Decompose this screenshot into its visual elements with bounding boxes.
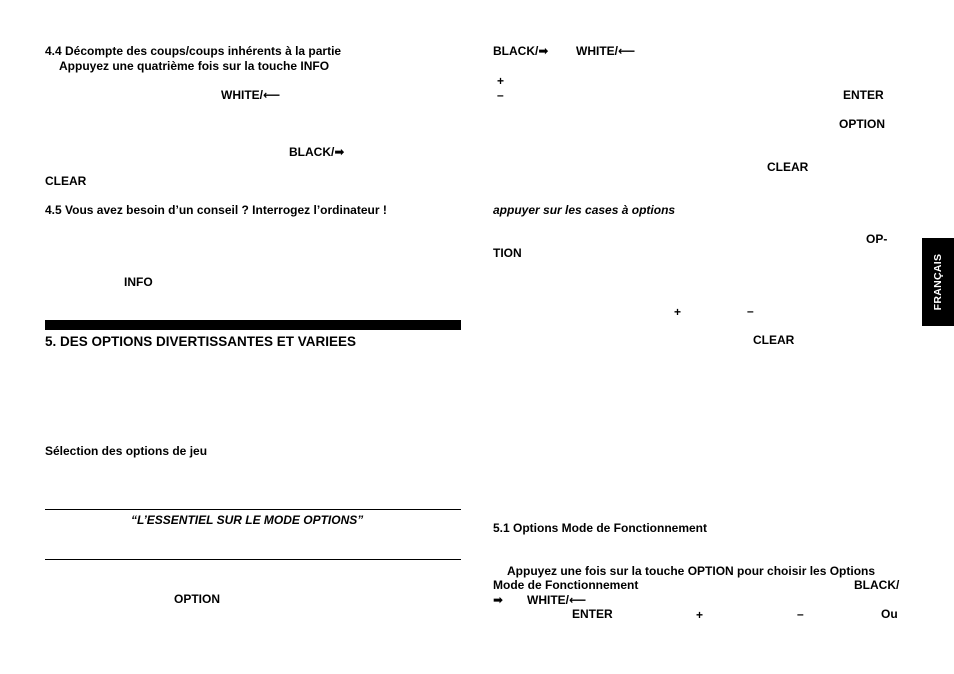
option-key-label: OPTION: [174, 592, 221, 606]
para-line2a: Mode de Fonctionnement: [493, 578, 639, 592]
tion-fragment: TION: [493, 246, 522, 260]
para-line3b: WHITE/⟵: [527, 593, 587, 607]
right-clear-key-1: CLEAR: [767, 160, 809, 174]
white-key-label: WHITE/⟵: [221, 88, 281, 102]
enter-key-label: ENTER: [843, 88, 884, 102]
info-key-label: INFO: [124, 275, 153, 289]
black-key-label: BLACK/➡: [289, 145, 345, 159]
language-side-tab: [922, 238, 954, 326]
section-5-1-title: 5.1 Options Mode de Fonctionnement: [493, 521, 708, 535]
minus-sign: –: [497, 88, 504, 102]
op-hyphen: OP-: [866, 232, 888, 246]
right-black-key: BLACK/➡: [493, 44, 549, 58]
section-5-title: 5. DES OPTIONS DIVERTISSANTES ET VARIEES: [45, 334, 357, 349]
box-bottom-rule: [45, 559, 461, 560]
box-title: “L’ESSENTIEL SUR LE MODE OPTIONS”: [131, 513, 364, 527]
para-line4-enter: ENTER: [572, 607, 613, 621]
para-line4-minus: –: [797, 607, 804, 621]
arrow-right-icon: ➡: [493, 593, 504, 607]
para-line4-ou: Ou: [881, 607, 898, 621]
para-line4-plus: +: [696, 608, 704, 622]
right-white-key: WHITE/⟵: [576, 44, 636, 58]
section-4-4-title: 4.4 Décompte des coups/coups inhérents à la partie: [45, 44, 342, 58]
para-line2b: BLACK/: [854, 578, 900, 592]
language-tab-label: FRANÇAIS: [932, 253, 944, 311]
right-option-key: OPTION: [839, 117, 886, 131]
box-top-rule: [45, 509, 461, 510]
plus-sign: +: [497, 74, 505, 88]
selection-title: Sélection des options de jeu: [45, 444, 208, 458]
section-divider-bar: [45, 320, 461, 330]
para-line1: Appuyez une fois sur la touche OPTION pour choisir les Options: [507, 564, 876, 578]
section-4-4-line1: Appuyez une quatrième fois sur la touche INFO: [59, 59, 330, 73]
plus-sign-2: +: [674, 305, 682, 319]
section-4-5-title: 4.5 Vous avez besoin d’un conseil ? Interrogez l’ordinateur !: [45, 203, 387, 217]
right-clear-key-2: CLEAR: [753, 333, 795, 347]
italic-phrase: appuyer sur les cases à options: [493, 203, 676, 217]
clear-key-label: CLEAR: [45, 174, 87, 188]
minus-sign-2: –: [747, 304, 754, 318]
